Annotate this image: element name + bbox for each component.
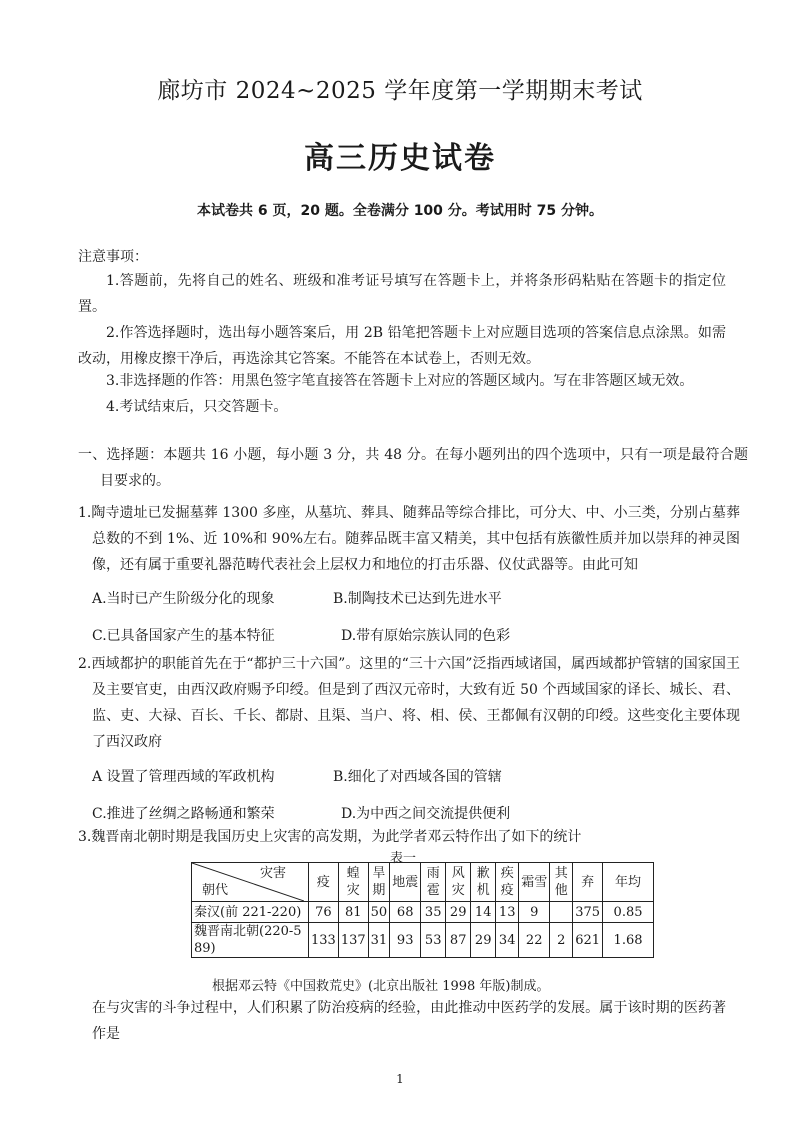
q2-option-a: A 设置了管理西域的军政机构 [92, 769, 275, 785]
table-row [192, 902, 654, 923]
table-cell: 68 [390, 902, 421, 923]
table-cell: 81 [338, 902, 368, 923]
table-caption: 表一 [390, 851, 417, 866]
table-source-note: 根据邓云特《中国救荒史》(北京出版社 1998 年版)制成。 [212, 979, 550, 994]
row-label: 秦汉(前 221-220) [192, 902, 309, 923]
row-label: 魏晋南北朝(220-589) [192, 923, 309, 958]
table-cell: 53 [421, 923, 446, 958]
col-header: 年均 [603, 863, 654, 902]
col-header: 其他 [550, 863, 573, 902]
table-cell: 133 [309, 923, 339, 958]
subject-title: 高三历史试卷 [304, 141, 496, 176]
table-cell: 375 [573, 902, 603, 923]
col-header: 疾疫 [496, 863, 519, 902]
table-cell: 29 [471, 923, 496, 958]
table-cell: 621 [573, 923, 603, 958]
table-cell: 35 [421, 902, 446, 923]
note-item-1: 1.答题前，先将自己的姓名、班级和准考证号填写在答题卡上，并将条形码粘贴在答题卡的指定位置。 [78, 273, 726, 315]
table-cell: 137 [338, 923, 368, 958]
table-row [192, 923, 654, 958]
q1-option-c: C.已具备国家产生的基本特征 [92, 628, 275, 644]
table-cell [550, 902, 573, 923]
table-cell: 14 [471, 902, 496, 923]
q2-option-d: D.为中西之间交流提供便利 [341, 806, 511, 822]
notes-heading: 注意事项： [78, 249, 148, 265]
table-cell: 50 [368, 902, 390, 923]
table-cell: 1.68 [603, 923, 654, 958]
col-header: 疫 [309, 863, 339, 902]
table-cell: 93 [390, 923, 421, 958]
q1-option-a: A.当时已产生阶级分化的现象 [92, 591, 275, 607]
question-1-stem: 1.陶寺遗址已发掘墓葬 1300 多座，从墓坑、葬具、随葬品等综合排比，可分大、中、小三类，分别占墓葬总数的不到 1%、近 10%和 90%左右。随葬品既丰富又精美，其中包括有族徽性质并加以崇拜的神灵图像，还有属于重要礼器范畴代表社会上层权力和地位的打击乐器、仪仗武器等。由此可知 [78, 505, 740, 573]
col-header: 弃 [573, 863, 603, 902]
q1-option-b: B.制陶技术已达到先进水平 [333, 591, 502, 607]
question-2-stem: 2.西域都护的职能首先在于“都护三十六国”。这里的“三十六国”泛指西域诸国，属西域都护管辖的国家国王及主要官吏，由西汉政府赐予印绶。但是到了西汉元帝时，大致有近 50 个西域国家的译长、城长、君、监、吏、大禄、百长、千长、都尉、且渠、当户、将、相、侯、王都佩有汉朝的印绶。这些变化主要体现了西汉政府 [78, 656, 740, 750]
q2-option-b: B.细化了对西域各国的管辖 [333, 769, 502, 785]
table-cell: 22 [519, 923, 550, 958]
table-cell: 9 [519, 902, 550, 923]
disaster-table [191, 862, 654, 958]
col-header: 地震 [390, 863, 421, 902]
table-cell: 31 [368, 923, 390, 958]
note-item-2: 2.作答选择题时，选出每小题答案后，用 2B 铅笔把答题卡上对应题目选项的答案信息点涂黑。如需改动，用橡皮擦干净后，再选涂其它答案。不能答在本试卷上，否则无效。 [78, 325, 726, 367]
table-cell: 29 [446, 902, 471, 923]
table-cell: 76 [309, 902, 339, 923]
col-header: 蝗灾 [338, 863, 368, 902]
col-header: 霜雪 [519, 863, 550, 902]
table-header-row [192, 863, 654, 902]
note-item-4: 4.考试结束后，只交答题卡。 [106, 399, 288, 415]
q1-option-d: D.带有原始宗族认同的色彩 [341, 628, 511, 644]
page-number: 1 [396, 1072, 404, 1086]
col-header: 旱期 [368, 863, 390, 902]
table-cell: 13 [496, 902, 519, 923]
table-corner-cell [192, 863, 309, 902]
table-cell: 34 [496, 923, 519, 958]
exam-title: 廊坊市 2024~2025 学年度第一学期期末考试 [157, 78, 643, 104]
q2-option-c: C.推进了丝绸之路畅通和繁荣 [92, 806, 275, 822]
table-cell: 2 [550, 923, 573, 958]
table-cell: 0.85 [603, 902, 654, 923]
question-3-follow-up: 在与灾害的斗争过程中，人们积累了防治疫病的经验，由此推动中医药学的发展。属于该时期的医药著作是 [92, 1000, 726, 1042]
col-header: 雨雹 [421, 863, 446, 902]
corner-label-bottom: 朝代 [202, 883, 229, 898]
question-3-stem: 3.魏晋南北朝时期是我国历史上灾害的高发期，为此学者邓云特作出了如下的统计 [78, 829, 582, 845]
col-header: 风灾 [446, 863, 471, 902]
table-cell: 87 [446, 923, 471, 958]
col-header: 歉机 [471, 863, 496, 902]
corner-label-top: 灾害 [259, 866, 286, 881]
section-heading: 一、选择题：本题共 16 小题，每小题 3 分，共 48 分。在每小题列出的四个选项中，只有一项是最符合题目要求的。 [78, 447, 748, 489]
note-item-3: 3.非选择题的作答：用黑色签字笔直接答在答题卡上对应的答题区域内。写在非答题区域无效。 [106, 373, 694, 389]
exam-info: 本试卷共 6 页，20 题。全卷满分 100 分。考试用时 75 分钟。 [196, 203, 604, 219]
